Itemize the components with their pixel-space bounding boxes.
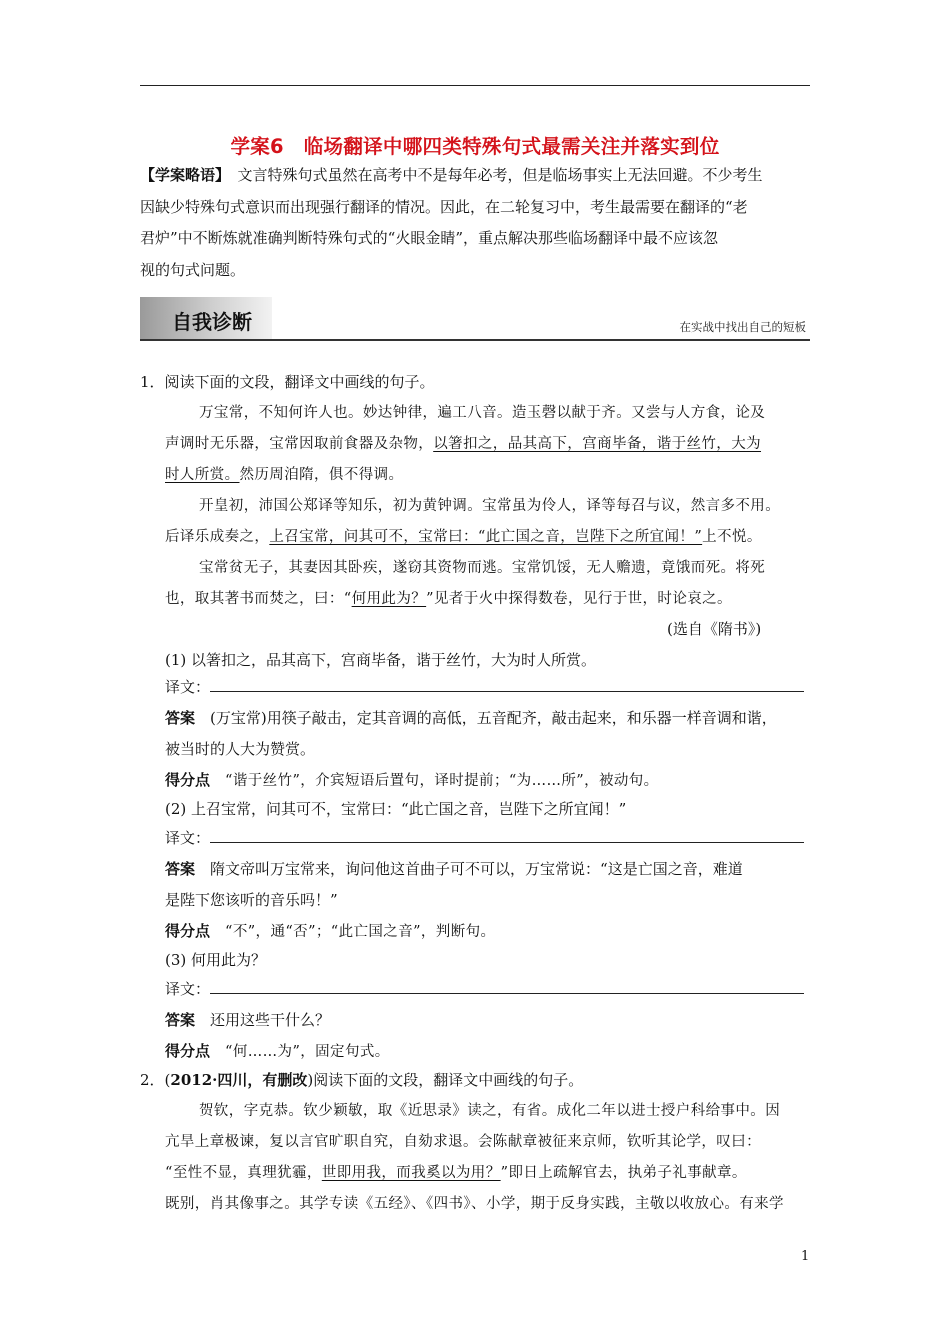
underlined-sentence: 世即用我，而我奚以为用？ <box>321 1165 501 1181</box>
answer-blank[interactable] <box>210 979 804 994</box>
page-title: 学案6 临场翻译中哪四类特殊句式最需关注并落实到位 <box>230 135 720 158</box>
passage-line: 也，取其著书而焚之，曰：“何用此为？”见者于火中探得数卷，见行于世，时论哀之。 <box>165 591 732 607</box>
answer-line: 答案 (万宝常)用筷子敲击，定其音调的高低，五音配齐，敲击起来，和乐器一样音调和谐， <box>165 709 777 727</box>
intro-line: 文言特殊句式虽然在高考中不是每年必考，但是临场事实上无法回避。不少考生 <box>237 166 763 184</box>
points-line: 得分点 “何……为”，固定句式。 <box>165 1042 390 1060</box>
q2-stem: 2．(2012·四川，有删改)阅读下面的文段，翻译文中画线的句子。 <box>140 1071 584 1089</box>
item-prompt: (1) 以箸扣之，品其高下，宫商毕备，谐于丝竹，大为时人所赏。 <box>165 651 597 669</box>
translation-line: 译文： <box>165 978 804 999</box>
section-header <box>140 297 810 341</box>
section-rule <box>140 339 810 341</box>
page-number: 1 <box>801 1249 810 1264</box>
intro-label: 【学案略语】 <box>140 166 223 184</box>
answer-line: 被当时的人大为赞赏。 <box>165 740 316 758</box>
answer-blank[interactable] <box>210 828 804 843</box>
intro-line: 因缺少特殊句式意识而出现强行翻译的情况。因此，在二轮复习中，考生最需要在翻译的“老 <box>140 197 748 216</box>
intro-line: 视的句式问题。 <box>140 260 246 279</box>
passage-line: “至性不显，真理犹霾，世即用我，而我奚以为用？”即日上疏解官去，执弟子礼事献章。 <box>165 1165 747 1181</box>
translation-line: 译文： <box>165 676 804 697</box>
points-line: 得分点 “谐于丝竹”，介宾短语后置句，译时提前；“为……所”，被动句。 <box>165 771 659 789</box>
answer-line: 答案 隋文帝叫万宝常来，询问他这首曲子可不可以，万宝常说：“这是亡国之音，难道 <box>165 860 743 878</box>
translation-line: 译文： <box>165 827 804 848</box>
answer-line: 答案 还用这些干什么？ <box>165 1011 331 1029</box>
underlined-sentence: 上召宝常，问其可不，宝常曰：“此亡国之音，岂陛下之所宜闻！” <box>269 529 703 545</box>
passage-line: 时人所赏。然历周洎隋，俱不得调。 <box>165 467 404 483</box>
passage-line: 亢旱上章极谏，复以言官旷职自究，自劾求退。会陈献章被征来京师，钦听其论学，叹曰： <box>165 1134 761 1150</box>
underlined-sentence: 时人所赏。 <box>165 467 240 483</box>
passage-line: 宝常贫无子，其妻因其卧疾，遂窃其资物而逃。宝常饥馁，无人赡遗，竟饿而死。将死 <box>199 560 766 576</box>
intro-paragraph <box>140 160 812 286</box>
passage-line: 开皇初，沛国公郑译等知乐，初为黄钟调。宝常虽为伶人，译等每召与议，然言多不用。 <box>199 498 781 514</box>
item-prompt: (3) 何用此为？ <box>165 951 267 969</box>
passage-line: 贺钦，字克恭。钦少颖敏，取《近思录》读之，有省。成化二年以进士授户科给事中。因 <box>199 1103 781 1119</box>
passage-line: 后译乐成奏之，上召宝常，问其可不，宝常曰：“此亡国之音，岂陛下之所宜闻！”上不悦。 <box>165 529 762 545</box>
passage-line: 既别，肖其像事之。其学专读《五经》、《四书》、小学，期于反身实践，主敬以收放心。有来学 <box>165 1196 784 1212</box>
points-line: 得分点 “不”，通“否”；“此亡国之音”，判断句。 <box>165 922 496 940</box>
passage-line: 万宝常，不知何许人也。妙达钟律，遍工八音。造玉磬以献于齐。又尝与人方食，论及 <box>199 405 766 421</box>
section-label: 自我诊断 <box>172 310 252 334</box>
intro-line: 君炉”中不断炼就准确判断特殊句式的“火眼金睛”，重点解决那些临场翻译中最不应该忽 <box>140 229 719 247</box>
q1-stem: 1．阅读下面的文段，翻译文中画线的句子。 <box>140 373 435 391</box>
header-rule <box>140 85 810 86</box>
underlined-sentence: 以箸扣之，品其高下，宫商毕备，谐于丝竹，大为 <box>433 436 762 452</box>
passage-line: 声调时无乐器，宝常因取前食器及杂物，以箸扣之，品其高下，宫商毕备，谐于丝竹，大为 <box>165 436 762 452</box>
underlined-sentence: 何用此为？ <box>351 591 427 607</box>
item-prompt: (2) 上召宝常，问其可不，宝常曰：“此亡国之音，岂陛下之所宜闻！” <box>165 800 627 818</box>
source-citation: (选自《隋书》) <box>667 620 762 638</box>
section-subtitle: 在实战中找出自己的短板 <box>679 320 806 334</box>
answer-blank[interactable] <box>210 677 804 692</box>
answer-line: 是陛下您该听的音乐吗！” <box>165 891 338 909</box>
